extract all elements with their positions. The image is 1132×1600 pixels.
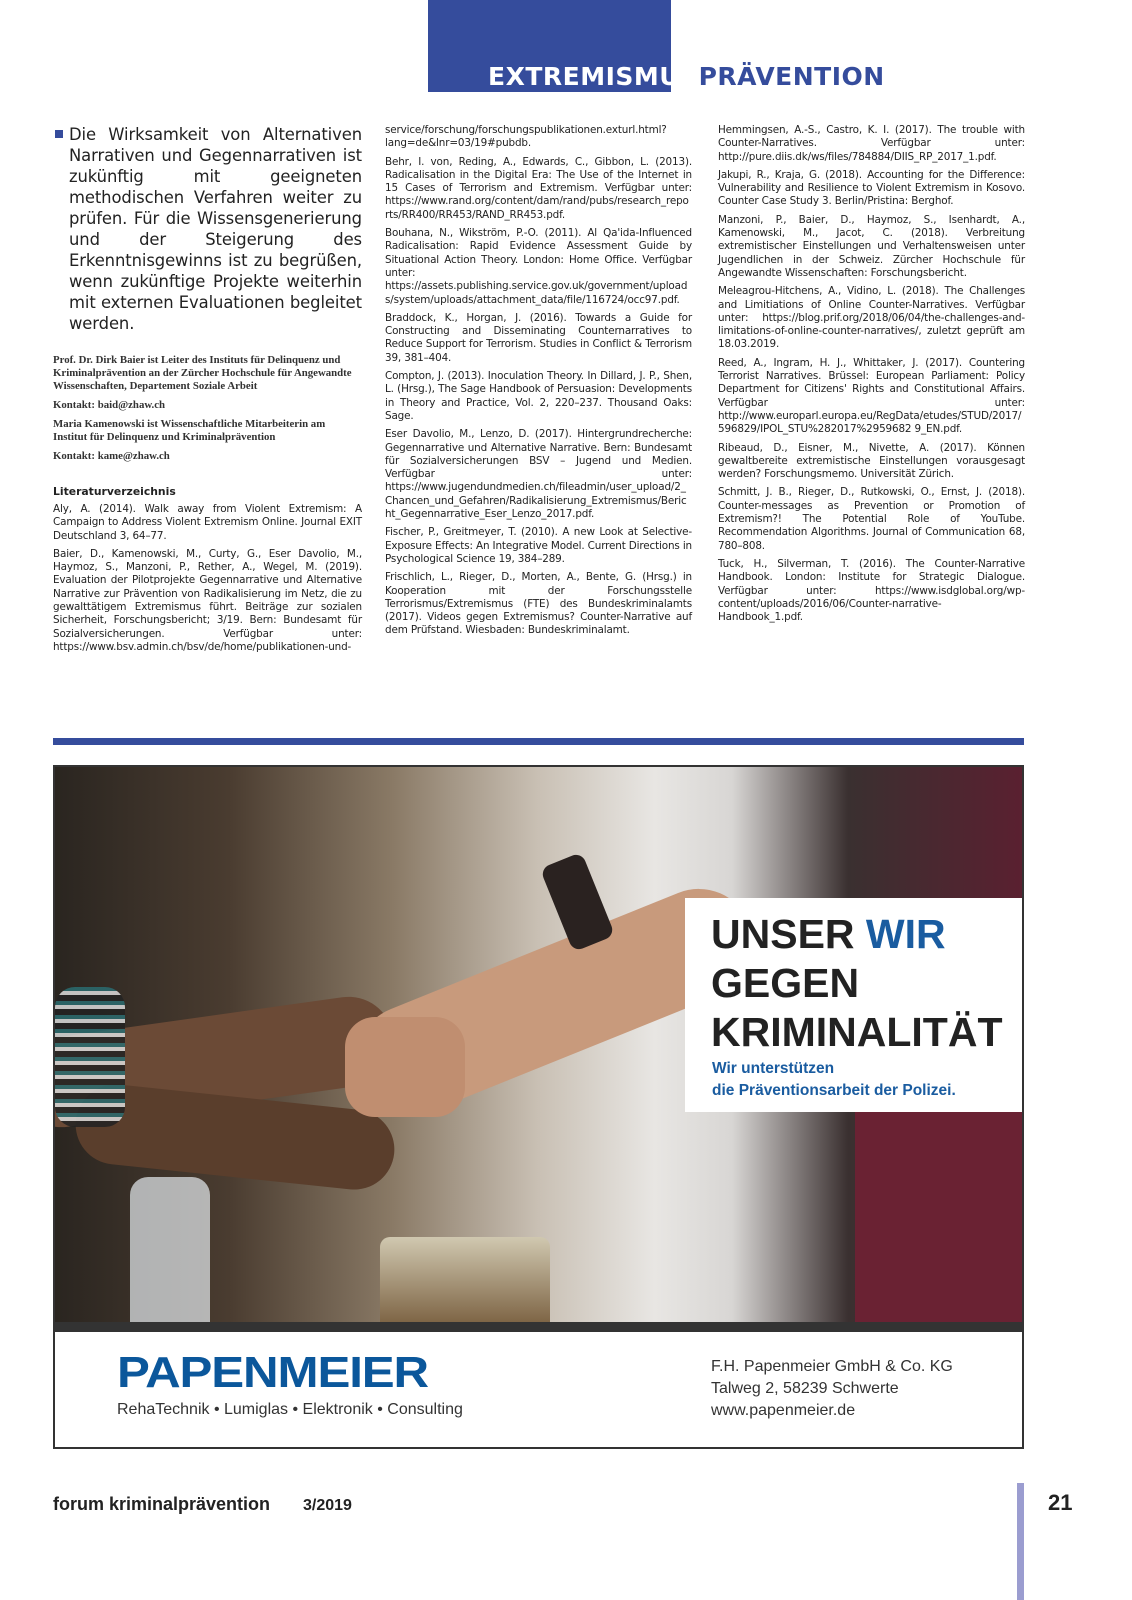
photo-bottom-bar: [55, 1322, 1022, 1332]
section-title-part2: PRÄVENTION: [698, 62, 885, 91]
company-tagline: RehaTechnik • Lumiglas • Elektronik • Consulting: [117, 1401, 463, 1418]
reference-item: Ribeaud, D., Eisner, M., Nivette, A. (2017). Können gewaltbereite extremistische Einstellungen vorausgesagt werden? Forschungsmemo. Universität Zürich.: [718, 441, 1025, 481]
company-address: [711, 1356, 953, 1422]
reference-item: Braddock, K., Horgan, J. (2016). Towards a Guide for Constructing and Disseminating Counternarratives to Reduce Support for Terrorism. Studies in Conflict & Terrorism 39, 381–404.: [385, 311, 692, 364]
section-title: [488, 62, 885, 92]
headline-line: GEGEN: [711, 960, 860, 1006]
references-heading: Literaturverzeichnis: [53, 485, 176, 498]
bullet-text: Die Wirksamkeit von Alternativen Narrativen und Gegennarrativen ist zukünftig mit geeigneten methodischen Verfahren weiter zu prüfen. Für die Wissensgenerierung und der Steigerung des Erkenntnisgewinns ist zu begrüßen, wenn zukünftige Projekte weiterhin mit externen Evaluationen begleitet werden.: [69, 125, 362, 333]
company-website[interactable]: www.papenmeier.de: [711, 1402, 856, 1419]
reference-item: Frischlich, L., Rieger, D., Morten, A., Bente, G. (Hrsg.) in Kooperation mit der Forschungsstelle Terrorismus/Extremismus (FTE) des Bundeskriminalamts (2017). Videos gegen Extremismus? Counter-Narrative auf dem Prüfstand. Wiesbaden: Bundeskriminalamt.: [385, 571, 692, 637]
subline-text: die Präventionsarbeit der Polizei.: [712, 1082, 956, 1099]
reference-item: Aly, A. (2014). Walk away from Violent Extremism: A Campaign to Address Violent Extremism Online. Journal EXIT Deutschland 3, 64–77.: [53, 503, 362, 542]
author-bio: Prof. Dr. Dirk Baier ist Leiter des Instituts für Delinquenz und Kriminalprävention an der Zürcher Hochschule für Angewandte Wissenschaften, Departement Soziale Arbeit: [53, 354, 352, 392]
reference-item: Compton, J. (2013). Inoculation Theory. In Dillard, J. P., Shen, L. (Hrsg.), The Sage Handbook of Persuasion: Developments in Theory and Practice, Vol. 2, 220–237. Thousand Oaks: Sage.: [385, 370, 692, 422]
reference-item: Fischer, P., Greitmeyer, T. (2010). A new Look at Selective-Exposure Effects: An Integrative Model. Current Directions in Psychological Science 19, 384–289.: [385, 526, 692, 565]
bullet-square-icon: [55, 130, 63, 138]
ad-subline: [712, 1058, 956, 1102]
reference-item: Eser Davolio, M., Lenzo, D. (2017). Hintergrundrecherche: Gegennarrative und Alternative Narrative. Bern: Bundesamt für Sozialversicherungen BSV – Jugend und Medien. Verfügbar unter: https://www.jugendundmedien.ch/fileadmin/user_upload/2_Chancen_und_Gefahren/Radikalisierung_Extremismus/Bericht_Gegennarrative_Eser_Lenzo_2017.pdf.: [385, 428, 692, 521]
ad-headline: [711, 910, 1003, 1057]
author-bio: Maria Kamenowski ist Wissenschaftliche Mitarbeiterin am Institut für Delinquenz und Kriminalprävention: [53, 418, 326, 443]
reference-item: Reed, A., Ingram, H. J., Whittaker, J. (2017). Countering Terrorist Narratives. Brüssel: European Parliament: Policy Department for Citizens' Rights and Constitutional Affairs. Verfügbar unter: http://www.europarl.europa.eu/RegData/etudes/STUD/2017/596829/IPOL_STU%282017%2959682 9_EN.pdf.: [718, 356, 1025, 436]
reference-item: Meleagrou-Hitchens, A., Vidino, L. (2018). The Challenges and Limitiations of Online Counter-Narratives. Verfügbar unter: https://blog.prif.org/2018/06/04/the-challenges-and-limitations-of-online-counter-narratives/, zuletzt geprüft am 18.03.2019.: [718, 285, 1025, 351]
author-contact: Kontakt: kame@zhaw.ch: [53, 450, 170, 462]
divider-rule: [53, 738, 1024, 745]
author-contact: Kontakt: baid@zhaw.ch: [53, 399, 166, 411]
reference-item: Hemmingsen, A.-S., Castro, K. I. (2017). The trouble with Counter-Narratives. Verfügbar unter: http://pure.diis.dk/ws/files/784884/DIIS_RP_2017_1.pdf.: [718, 124, 1025, 163]
papenmeier-logo: PAPENMEIER: [117, 1348, 429, 1397]
company-name: F.H. Papenmeier GmbH & Co. KG: [711, 1358, 953, 1375]
issue-number: 3/2019: [303, 1497, 352, 1514]
reference-item: Behr, I. von, Reding, A., Edwards, C., Gibbon, L. (2013). Radicalisation in the Digital Era: The Use of the Internet in 15 Cases of Terrorism and Extremism. Verfügbar unter: https://www.rand.org/content/dam/rand/pubs/research_reports/RR400/RR453/RAND_RR453.pdf.: [385, 155, 692, 221]
headline-line: KRIMINALITÄT: [711, 1009, 1003, 1055]
subline-text: Wir unterstützen: [712, 1060, 835, 1077]
headline-word: UNSER: [711, 911, 866, 957]
reference-item: Manzoni, P., Baier, D., Haymoz, S., Isenhardt, A., Kamenowski, M., Jacot, C. (2018). Verbreitung extremistischer Einstellungen und Verhaltensweisen unter Jugendlichen in der Schweiz. Zürcher Hochschule für Angewandte Wissenschaften: Forschungsbericht.: [718, 213, 1025, 279]
reference-item: Baier, D., Kamenowski, M., Curty, G., Eser Davolio, M., Haymoz, S., Manzoni, P., Rether, A., Wegel, M. (2019). Evaluation der Pilotprojekte Gegennarrative und Alternative Narrative zur Prävention von Radikalisierung im Netz, die zu gewalttätigem Extremismus führt. Beiträge zur sozialen Sicherheit, Forschungsbericht; 3/19. Bern: Bundesamt für Sozialversicherungen. Verfügbar unter: https://www.bsv.admin.ch/bsv/de/home/publikationen-und-: [53, 547, 362, 653]
advertisement: [53, 765, 1024, 1449]
bullet-point: [53, 124, 362, 334]
ad-headline-box: [685, 898, 1022, 1112]
magazine-name: forum kriminalprävention: [53, 1494, 271, 1514]
section-title-part1: EXTREMISMUS: [488, 62, 699, 91]
page-number: 21: [1048, 1490, 1073, 1515]
reference-item: Jakupi, R., Kraja, G. (2018). Accounting for the Difference: Vulnerability and Resilience to Violent Extremism in Kosovo. Counter Case Study 3. Berlin/Pristina: Berghof.: [718, 168, 1025, 208]
reference-item: Schmitt, J. B., Rieger, D., Rutkowski, O., Ernst, J. (2018). Counter-messages as Prevention or Promotion of Extremism?! The Potential Role of YouTube. Recommendation Algorithms. Journal of Communication 68, 780–808.: [718, 486, 1025, 552]
column-3: [718, 124, 1025, 629]
reference-item: service/forschung/forschungspublikationen.exturl.html?lang=de&lnr=03/19#pubdb.: [385, 124, 667, 150]
column-2: [385, 124, 692, 643]
reference-item: Bouhana, N., Wikström, P.-O. (2011). Al Qa'ida-Influenced Radicalisation: Rapid Evidence Assessment Guide by Situational Action Theory. London: Home Office. Verfügbar unter: https://assets.publishing.service.gov.uk/government/uploads/system/uploads/attachment_data/file/116724/occ97.pdf.: [385, 227, 692, 306]
page-marker-bar: [1017, 1483, 1024, 1600]
reference-item: Tuck, H., Silverman, T. (2016). The Counter-Narrative Handbook. London: Institute for Strategic Dialogue. Verfügbar unter: https://www.isdglobal.org/wp-content/uploads/2016/06/Counter-narrative-Handbook_1.pdf.: [718, 557, 1025, 624]
headline-word-highlight: WIR: [865, 911, 946, 957]
column-1: [53, 124, 362, 659]
company-street: Talweg 2, 58239 Schwerte: [711, 1380, 899, 1397]
